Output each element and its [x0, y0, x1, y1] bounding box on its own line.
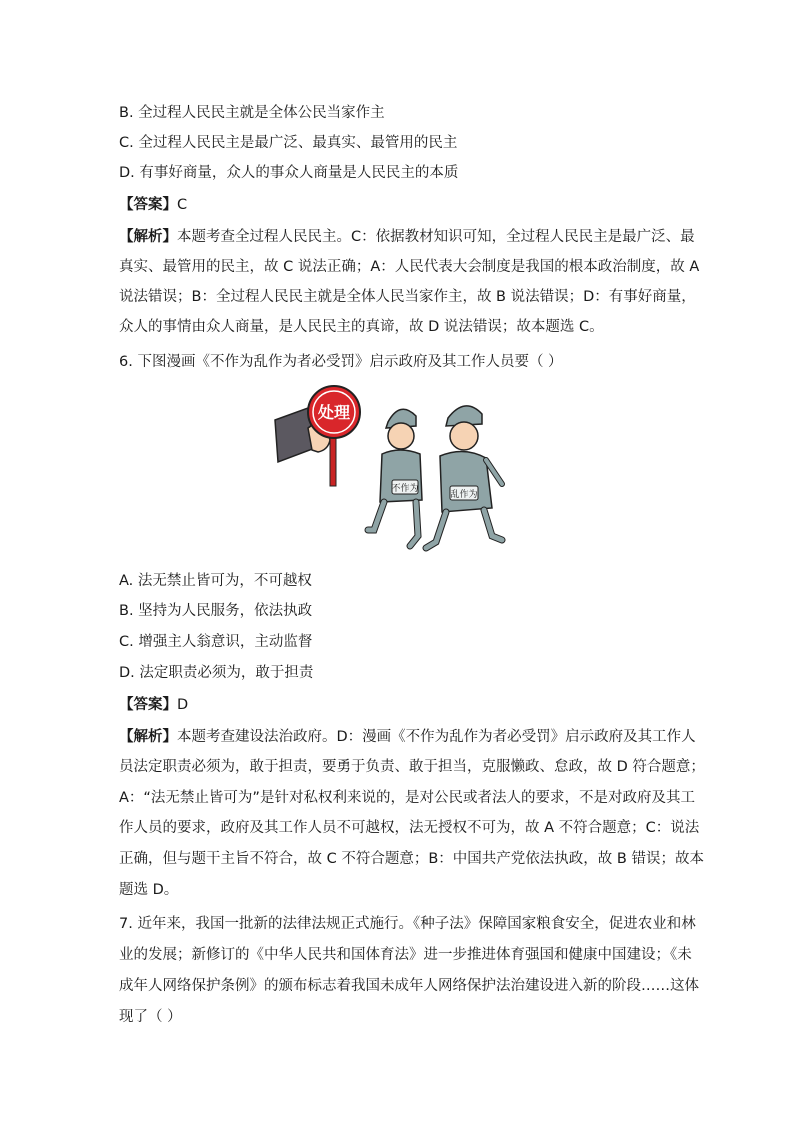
q6-option-d: D. 法定职责必须为，敢于担责 [119, 665, 314, 681]
q5-analysis-text-1: 本题考查全过程人民民主。C：依据教材知识可知，全过程人民民主是最广泛、最 [177, 229, 695, 245]
figure-inaction [368, 409, 422, 546]
q7-stem-line-2: 业的发展；新修订的《中华人民共和国体育法》进一步推进体育强国和健康中国建设；《未 [119, 947, 692, 963]
q5-analysis-tag: 【解析】 [119, 229, 177, 245]
q6-analysis-line-1 [119, 727, 696, 747]
q6-analysis-tag: 【解析】 [119, 729, 177, 745]
q6-analysis-line-4: 作人员的要求，政府及其工作人员不可越权，法无授权不可为，故 A 不符合题意；C：说法 [119, 820, 700, 836]
q5-option-c: C. 全过程人民民主是最广泛、最真实、最管用的民主 [119, 135, 458, 151]
q6-option-c: C. 增强主人翁意识，主动监督 [119, 634, 313, 650]
q5-analysis-line-2: 真实、最管用的民主，故 C 说法正确；A：人民代表大会制度是我国的根本政治制度，故 A [119, 259, 700, 275]
q6-answer-value: D [177, 697, 189, 713]
q7-stem-line-3: 成年人网络保护条例》的颁布标志着我国未成年人网络保护法治建设进入新的阶段……这体 [119, 978, 699, 994]
figure-inaction-label: 不作为 [391, 484, 419, 494]
q5-option-b: B. 全过程人民民主就是全体公民当家作主 [119, 105, 385, 121]
q6-stem: 6. 下图漫画《不作为乱作为者必受罚》启示政府及其工作人员要（ ） [119, 354, 563, 370]
q5-answer [119, 195, 187, 215]
q6-analysis-line-5: 正确，但与题干主旨不符合，故 C 不符合题意；B：中国共产党依法执政，故 B 错误；故本 [119, 851, 704, 867]
q6-analysis-line-2: 员法定职责必须为，敢于担责，要勇于负责、敢于担当，克服懒政、怠政，故 D 符合题意； [119, 759, 705, 775]
q5-analysis-line-1 [119, 227, 695, 247]
q7-stem-line-1: 7. 近年来，我国一批新的法律法规正式施行。《种子法》保障国家粮食安全，促进农业和林 [119, 916, 696, 932]
q6-answer [119, 695, 188, 715]
q7-stem-line-4: 现了（ ） [119, 1009, 182, 1025]
q6-analysis-text-1: 本题考查建设法治政府。D：漫画《不作为乱作为者必受罚》启示政府及其工作人 [177, 729, 696, 745]
q6-analysis-line-6: 题选 D。 [119, 882, 179, 898]
q5-analysis-line-4: 众人的事情由众人商量，是人民民主的真谛，故 D 说法错误；故本题选 C。 [119, 319, 604, 335]
figure-misconduct [426, 406, 502, 548]
q6-option-b: B. 坚持为人民服务，依法执政 [119, 603, 313, 619]
cartoon-illustration [270, 380, 515, 560]
q5-option-d: D. 有事好商量，众人的事众人商量是人民民主的本质 [119, 165, 459, 181]
paddle-stick [330, 438, 336, 486]
q5-answer-tag: 【答案】 [119, 197, 177, 213]
q5-analysis-line-3: 说法错误；B：全过程人民民主就是全体人民当家作主，故 B 说法错误；D：有事好商量， [119, 289, 696, 305]
q6-option-a: A. 法无禁止皆可为，不可越权 [119, 573, 312, 589]
q6-analysis-line-3: A：“法无禁止皆可为”是针对私权利来说的，是对公民或者法人的要求，不是对政府及其工 [119, 790, 695, 806]
q5-answer-value: C [177, 197, 188, 213]
figure-misconduct-label: 乱作为 [450, 490, 478, 500]
paddle-sign-text: 处理 [317, 403, 351, 422]
q6-answer-tag: 【答案】 [119, 697, 177, 713]
